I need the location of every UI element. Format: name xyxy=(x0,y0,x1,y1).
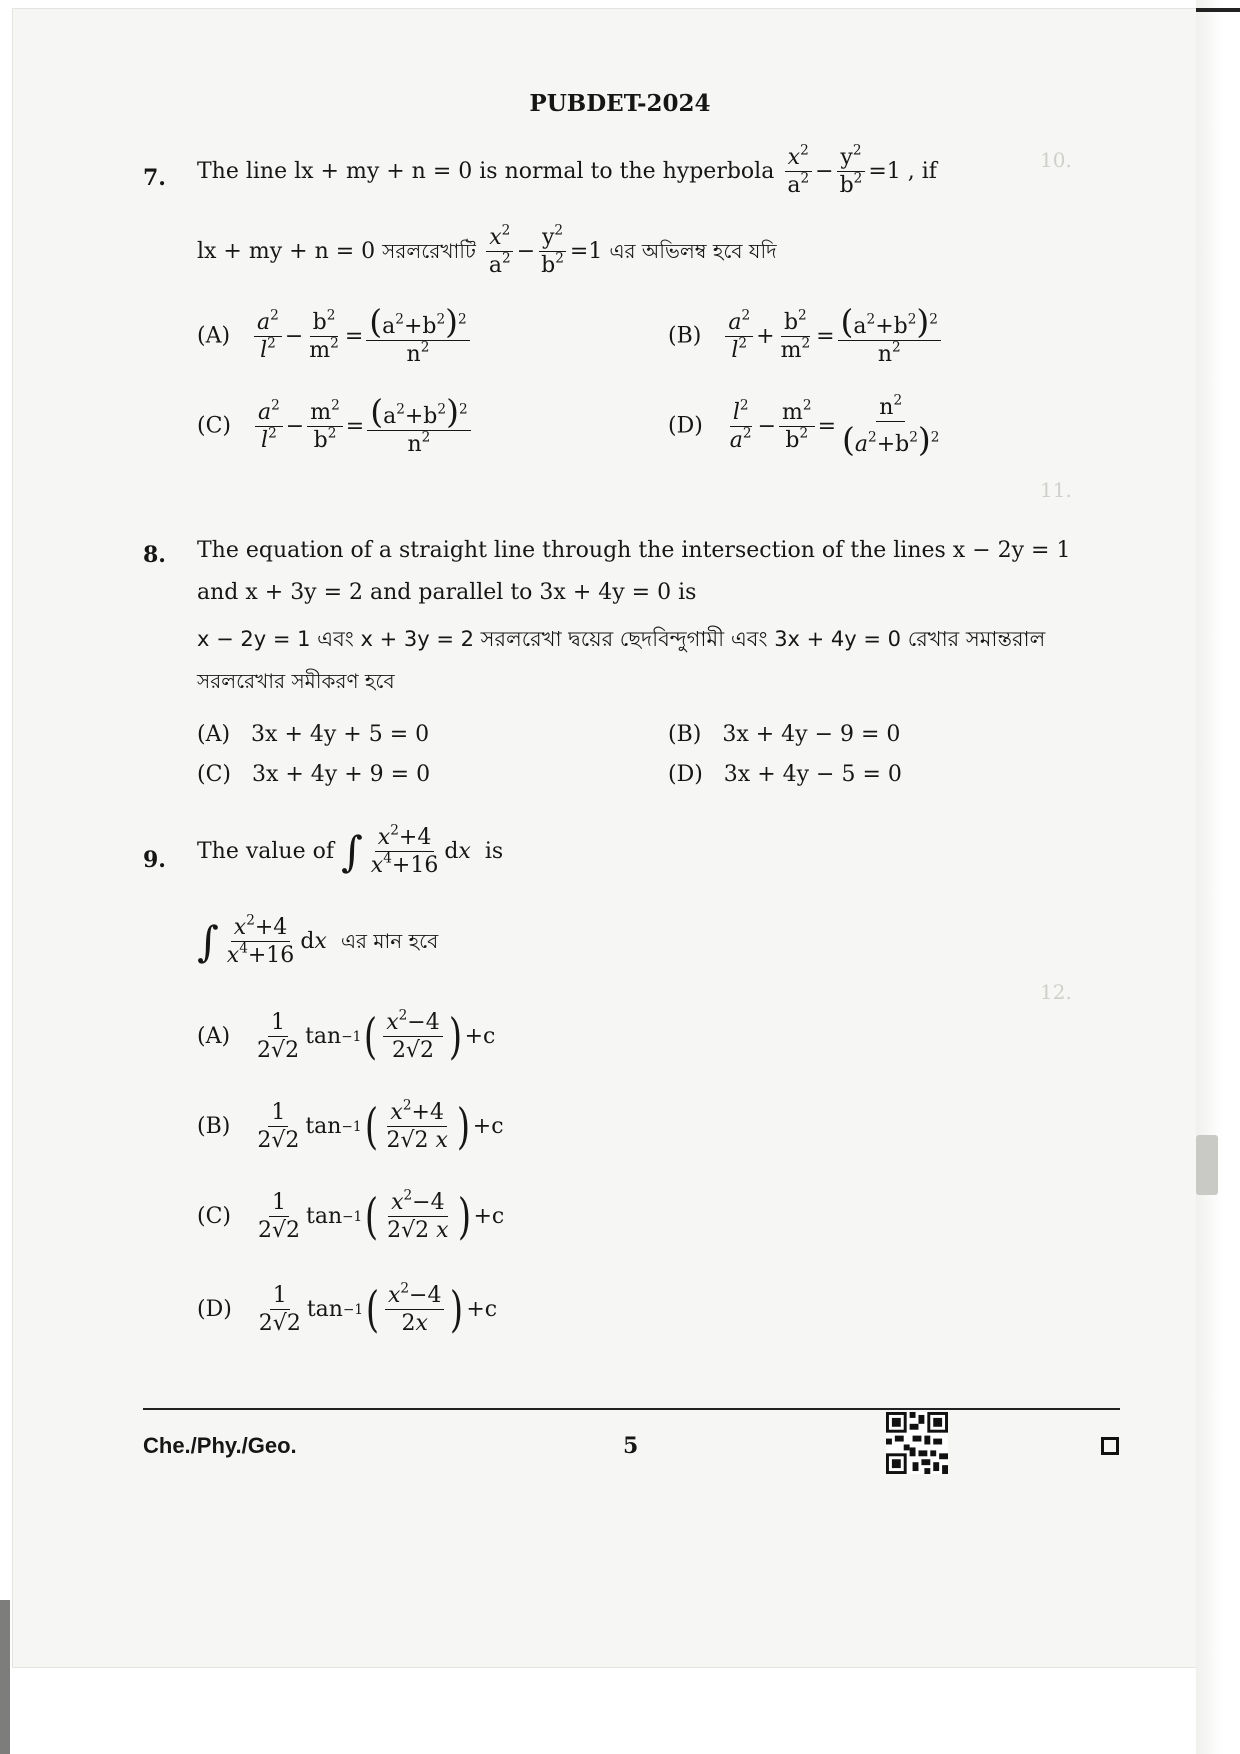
question-7-bengali-tail: এর অভিলম্ব হবে যদি xyxy=(609,238,777,263)
question-7-option-d: (D) $\frac{l^2}{a^2}$ − $\frac{m^2}{b^2}$ = $\frac{n^2}{(a^2+b^2)^2}$ xyxy=(668,392,940,460)
option-label: (D) xyxy=(668,413,703,439)
integral-expression: ∫ $\frac{x^2+4}{x^4+16}$ d x xyxy=(197,912,327,969)
question-9-option-c: (C) $\frac{1}{2√2}$ tan −1 ( $\frac{x^2-4}{2√2 x}$ ) +c xyxy=(197,1187,505,1245)
question-9-bengali-text: এর মান হবে xyxy=(340,928,439,953)
option-label: (C) xyxy=(197,762,231,787)
page-edge xyxy=(1196,0,1240,1754)
option-label: (B) xyxy=(668,323,702,349)
question-9-option-a: (A) $\frac{1}{2√2}$ tan −1 ( $\frac{x^2-4}{2√2}$ ) +c xyxy=(197,1007,496,1065)
option-label: (A) xyxy=(197,323,231,349)
option-label: (B) xyxy=(668,722,702,747)
question-8-english-line-1: The equation of a straight line through the intersection of the lines x − 2y = 1 xyxy=(197,538,1071,563)
question-9-number: 9. xyxy=(143,847,166,873)
option-label: (C) xyxy=(197,1203,231,1229)
question-7-english-text: The line lx + my + n = 0 is normal to the hyperbola xyxy=(197,158,775,184)
option-text: 3x + 4y + 9 = 0 xyxy=(251,762,431,787)
option-text: 3x + 4y − 5 = 0 xyxy=(723,762,902,787)
question-7-bengali-text: সরলরেখাটি xyxy=(382,238,476,263)
question-7-bengali xyxy=(197,222,777,279)
page-number: 5 xyxy=(623,1433,639,1459)
question-7-bengali-eq: lx + my + n = 0 xyxy=(197,238,376,264)
hyperbola-equation: $\frac{x^2}{a^2}$ − $\frac{y^2}{b^2}$ =1 xyxy=(781,145,900,199)
question-9-option-d: (D) $\frac{1}{2√2}$ tan −1 ( $\frac{x^2-4}{2x}$ ) +c xyxy=(197,1280,498,1338)
option-text: 3x + 4y − 9 = 0 xyxy=(722,722,901,747)
scanner-edge-strip xyxy=(0,1600,10,1754)
question-8-option-d xyxy=(668,762,902,787)
question-8-bengali-line-2: সরলরেখার সমীকরণ হবে xyxy=(197,669,395,693)
question-7-option-a: (A) $\frac{a^2}{l^2}$ − $\frac{b^2}{m^2}$ = $\frac{(a^2+b^2)^2}{n^2}$ xyxy=(197,305,473,368)
footer-rule xyxy=(143,1408,1120,1410)
question-7-option-b: (B) $\frac{a^2}{l^2}$ + $\frac{b^2}{m^2}$ = $\frac{(a^2+b^2)^2}{n^2}$ xyxy=(668,305,944,368)
bleed-through-text: 10. xyxy=(1040,148,1072,172)
question-8-option-a xyxy=(197,722,429,747)
question-8-bengali-line-1: x − 2y = 1 এবং x + 3y = 2 সরলরেখা দ্বয়ের ছেদবিন্দুগামী এবং 3x + 4y = 0 রেখার সমান্তরাল xyxy=(197,627,1046,651)
integral-expression: ∫ $\frac{x^2+4}{x^4+16}$ d x xyxy=(341,822,471,879)
question-7-number: 7. xyxy=(143,165,166,191)
option-label: (D) xyxy=(197,1296,232,1322)
question-8-number: 8. xyxy=(143,542,166,568)
question-9-bengali xyxy=(197,912,439,969)
question-9-option-b: (B) $\frac{1}{2√2}$ tan −1 ( $\frac{x^2+4}{2√2 x}$ ) +c xyxy=(197,1097,504,1155)
question-9-english xyxy=(197,822,504,879)
binder-clip-shadow xyxy=(1196,1135,1218,1195)
page-edge-mark xyxy=(1196,8,1240,12)
footer-subjects: Che./Phy./Geo. xyxy=(143,1433,297,1458)
option-label: (A) xyxy=(197,722,231,747)
question-7-english-tail: , if xyxy=(907,158,937,184)
option-label: (D) xyxy=(668,762,703,787)
bleed-through-text: 11. xyxy=(1040,478,1072,502)
question-9-english-tail: is xyxy=(484,838,504,864)
paper-title: PUBDET-2024 xyxy=(529,90,711,117)
question-7-english xyxy=(197,142,937,199)
qr-code-icon xyxy=(886,1412,948,1474)
option-label: (C) xyxy=(197,413,231,439)
question-8-option-b xyxy=(668,722,900,747)
question-8-option-c xyxy=(197,762,430,787)
option-text: 3x + 4y + 5 = 0 xyxy=(251,722,430,747)
hyperbola-equation: $\frac{x^2}{a^2}$ − $\frac{y^2}{b^2}$ =1 xyxy=(483,225,602,279)
corner-marker xyxy=(1101,1437,1119,1455)
question-9-english-text: The value of xyxy=(197,838,335,864)
question-7-option-c: (C) $\frac{a^2}{l^2}$ − $\frac{m^2}{b^2}$ = $\frac{(a^2+b^2)^2}{n^2}$ xyxy=(197,395,474,458)
option-label: (B) xyxy=(197,1113,231,1139)
bleed-through-text: 12. xyxy=(1040,980,1072,1004)
option-label: (A) xyxy=(197,1023,231,1049)
question-8-english-line-2: and x + 3y = 2 and parallel to 3x + 4y = 0 is xyxy=(197,580,697,605)
